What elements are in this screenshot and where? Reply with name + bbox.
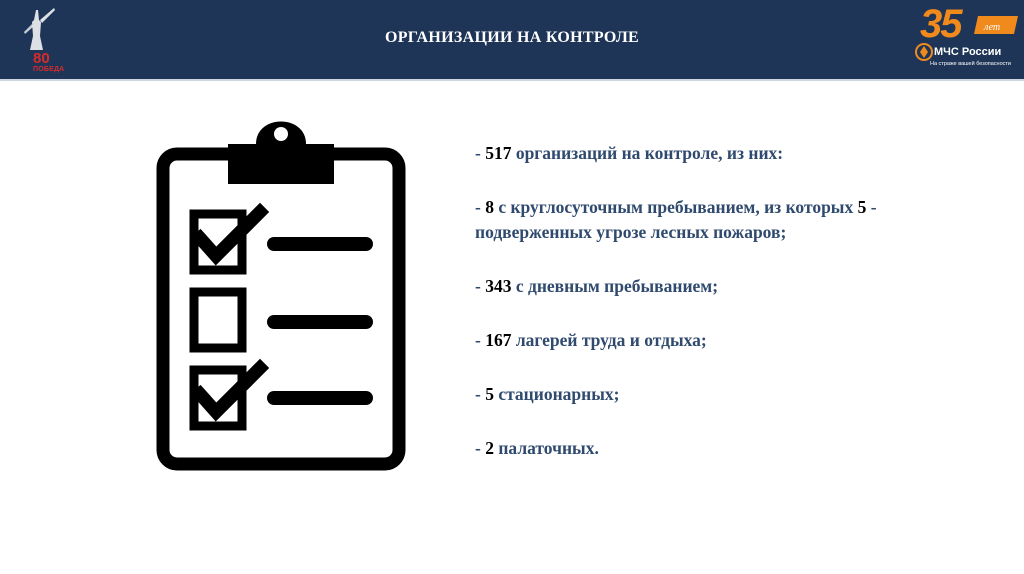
list-item: - 517 организаций на контроле, из них: <box>475 143 784 163</box>
list-item: - 2 палаточных. <box>475 438 599 458</box>
list-item: - 167 лагерей труда и отдыха; <box>475 330 707 350</box>
list-item: - 5 стационарных; <box>475 384 620 404</box>
logo-right-name: МЧС России <box>934 46 1002 58</box>
clipboard-row-3 <box>194 368 366 426</box>
mchs-35-logo <box>908 2 1020 72</box>
logo-right-number: 35 <box>920 2 961 46</box>
clipboard-row-1 <box>194 212 366 270</box>
logo-left-number: 80 <box>33 50 50 67</box>
checklist-clipboard-icon <box>156 114 406 474</box>
logo-right-years: лет <box>984 22 1001 33</box>
logo-right-slogan: На страже вашей безопасности <box>930 61 1011 67</box>
list-item: - 343 с дневным пребыванием; <box>475 276 719 296</box>
logo-left-word: ПОБЕДА <box>33 66 65 73</box>
statistics-list <box>475 141 945 490</box>
page-title: ОРГАНИЗАЦИИ НА КОНТРОЛЕ <box>384 29 640 46</box>
slide-header <box>0 0 1024 81</box>
list-item: - 8 с круглосуточным пребыванием, из которых 5 - подверженных угрозе лесных пожаров; <box>475 197 877 242</box>
clipboard-row-2 <box>194 292 366 348</box>
